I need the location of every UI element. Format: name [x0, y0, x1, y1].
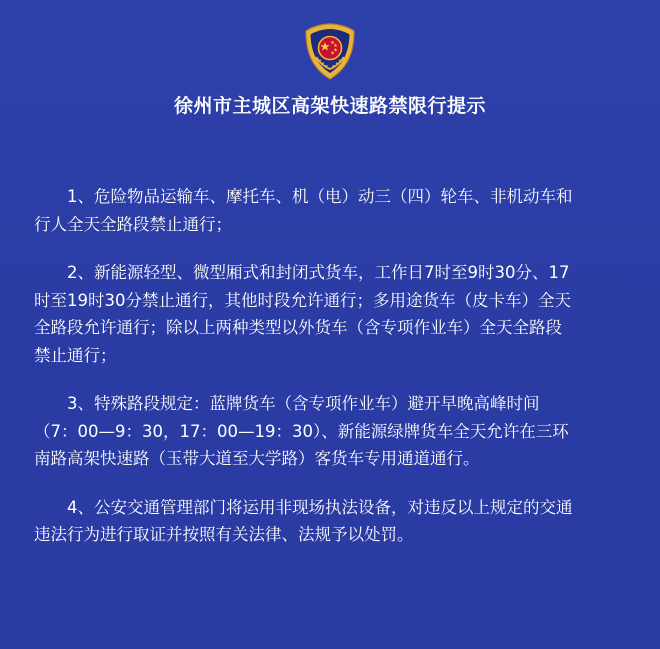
notice-line: 全路段允许通行；除以上两种类型以外货车（含专项作业车）全天全路段 [34, 318, 562, 337]
notice-line: 时至19时30分禁止通行，其他时段允许通行；多用途货车（皮卡车）全天 [34, 290, 571, 310]
notice-title: 徐州市主城区高架快速路禁限行提示 [173, 95, 486, 117]
notice-body [34, 183, 638, 570]
notice-line: 3、特殊路段规定：蓝牌货车（含专项作业车）避开早晚高峰时间 [67, 394, 540, 413]
police-emblem-icon [302, 22, 358, 82]
notice-line: 禁止通行； [34, 345, 117, 365]
notice-item-3 [34, 390, 638, 473]
notice-line: 1、危险物品运输车、摩托车、机（电）动三（四）轮车、非机动车和 [67, 187, 573, 206]
notice-item-4 [34, 494, 638, 549]
notice-item-1 [34, 183, 638, 238]
notice-line: 4、公安交通管理部门将运用非现场执法设备，对违反以上规定的交通 [67, 497, 573, 517]
notice-item-2 [34, 259, 638, 369]
notice-line: （7：00—9：30，17：00—19：30）、新能源绿牌货车全天允许在三环 [34, 421, 569, 441]
notice-line: 行人全天全路段禁止通行； [34, 214, 232, 234]
notice-line: 南路高架快速路（玉带大道至大学路）客货车专用通道通行。 [34, 449, 480, 468]
notice-line: 违法行为进行取证并按照有关法律、法规予以处罚。 [34, 525, 414, 544]
notice-line: 2、新能源轻型、微型厢式和封闭式货车，工作日7时至9时30分、17 [67, 263, 570, 282]
